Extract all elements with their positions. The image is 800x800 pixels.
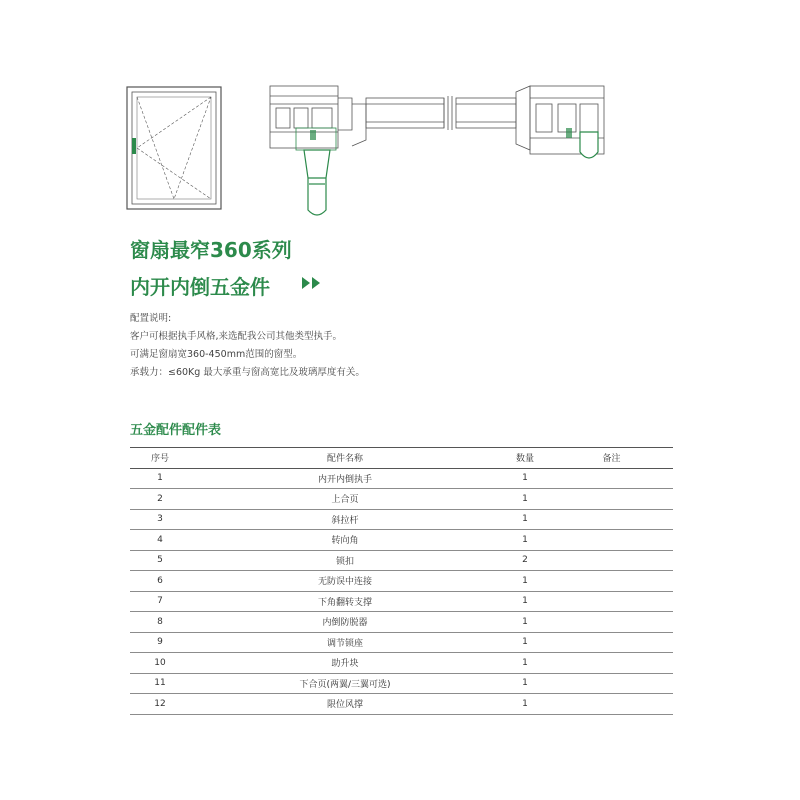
page-title: 窗扇最窄360系列 <box>130 238 292 262</box>
cell-no: 1 <box>130 468 190 489</box>
table-row <box>130 489 673 510</box>
cell-no: 9 <box>130 632 190 653</box>
cell-no: 12 <box>130 694 190 715</box>
cell-no: 11 <box>130 673 190 694</box>
table-row <box>130 612 673 633</box>
cell-qty: 1 <box>500 653 550 674</box>
cell-qty: 2 <box>500 550 550 571</box>
table-row <box>130 571 673 592</box>
cell-qty: 1 <box>500 489 550 510</box>
double-chevron-right-icon <box>300 276 322 290</box>
table-row <box>130 694 673 715</box>
cell-qty: 1 <box>500 468 550 489</box>
description-line: 承载力：≤60Kg 最大承重与窗高宽比及玻璃厚度有关。 <box>130 367 365 378</box>
header-no: 序号 <box>130 448 190 469</box>
cell-name: 锁扣 <box>190 550 500 571</box>
cell-no: 4 <box>130 530 190 551</box>
cell-name: 下角翻转支撑 <box>190 591 500 612</box>
cell-no: 7 <box>130 591 190 612</box>
cell-name: 转向角 <box>190 530 500 551</box>
cell-name: 调节锁座 <box>190 632 500 653</box>
table-body <box>130 468 673 714</box>
cell-note <box>550 591 673 612</box>
cell-name: 无防误中连接 <box>190 571 500 592</box>
cell-name: 内开内倒执手 <box>190 468 500 489</box>
cell-note <box>550 571 673 592</box>
window-elevation-drawing <box>126 86 222 210</box>
parts-table <box>130 447 673 715</box>
cell-note <box>550 612 673 633</box>
table-row <box>130 591 673 612</box>
cell-no: 2 <box>130 489 190 510</box>
table-row <box>130 632 673 653</box>
cell-note <box>550 632 673 653</box>
description-line: 可满足窗扇宽360-450mm范围的窗型。 <box>130 349 303 360</box>
cell-note <box>550 489 673 510</box>
cell-name: 内倒防脱器 <box>190 612 500 633</box>
table-header-row <box>130 448 673 469</box>
cell-note <box>550 694 673 715</box>
cell-name: 下合页(两翼/三翼可选) <box>190 673 500 694</box>
cell-note <box>550 550 673 571</box>
cell-qty: 1 <box>500 509 550 530</box>
cell-note <box>550 509 673 530</box>
cell-qty: 1 <box>500 694 550 715</box>
cell-note <box>550 530 673 551</box>
header-qty: 数量 <box>500 448 550 469</box>
description-heading: 配置说明: <box>130 313 172 324</box>
cell-no: 8 <box>130 612 190 633</box>
cell-no: 5 <box>130 550 190 571</box>
cell-qty: 1 <box>500 591 550 612</box>
table-row <box>130 550 673 571</box>
cell-name: 斜拉杆 <box>190 509 500 530</box>
cell-qty: 1 <box>500 632 550 653</box>
table-row <box>130 530 673 551</box>
header-note: 备注 <box>550 448 673 469</box>
cell-name: 限位风撑 <box>190 694 500 715</box>
cell-no: 3 <box>130 509 190 530</box>
table-row <box>130 653 673 674</box>
table-row <box>130 509 673 530</box>
cell-qty: 1 <box>500 612 550 633</box>
header-name: 配件名称 <box>190 448 500 469</box>
cell-qty: 1 <box>500 530 550 551</box>
table-row <box>130 468 673 489</box>
description-line: 客户可根据执手风格,来选配我公司其他类型执手。 <box>130 331 343 342</box>
cell-qty: 1 <box>500 673 550 694</box>
profile-cross-section-drawing <box>268 84 608 224</box>
table-row <box>130 673 673 694</box>
cell-name: 助升块 <box>190 653 500 674</box>
cell-note <box>550 673 673 694</box>
cell-no: 6 <box>130 571 190 592</box>
cell-note <box>550 653 673 674</box>
cell-note <box>550 468 673 489</box>
cell-no: 10 <box>130 653 190 674</box>
cell-qty: 1 <box>500 571 550 592</box>
cell-name: 上合页 <box>190 489 500 510</box>
table-title: 五金配件配件表 <box>130 423 222 438</box>
page-subtitle: 内开内倒五金件 <box>130 275 270 299</box>
